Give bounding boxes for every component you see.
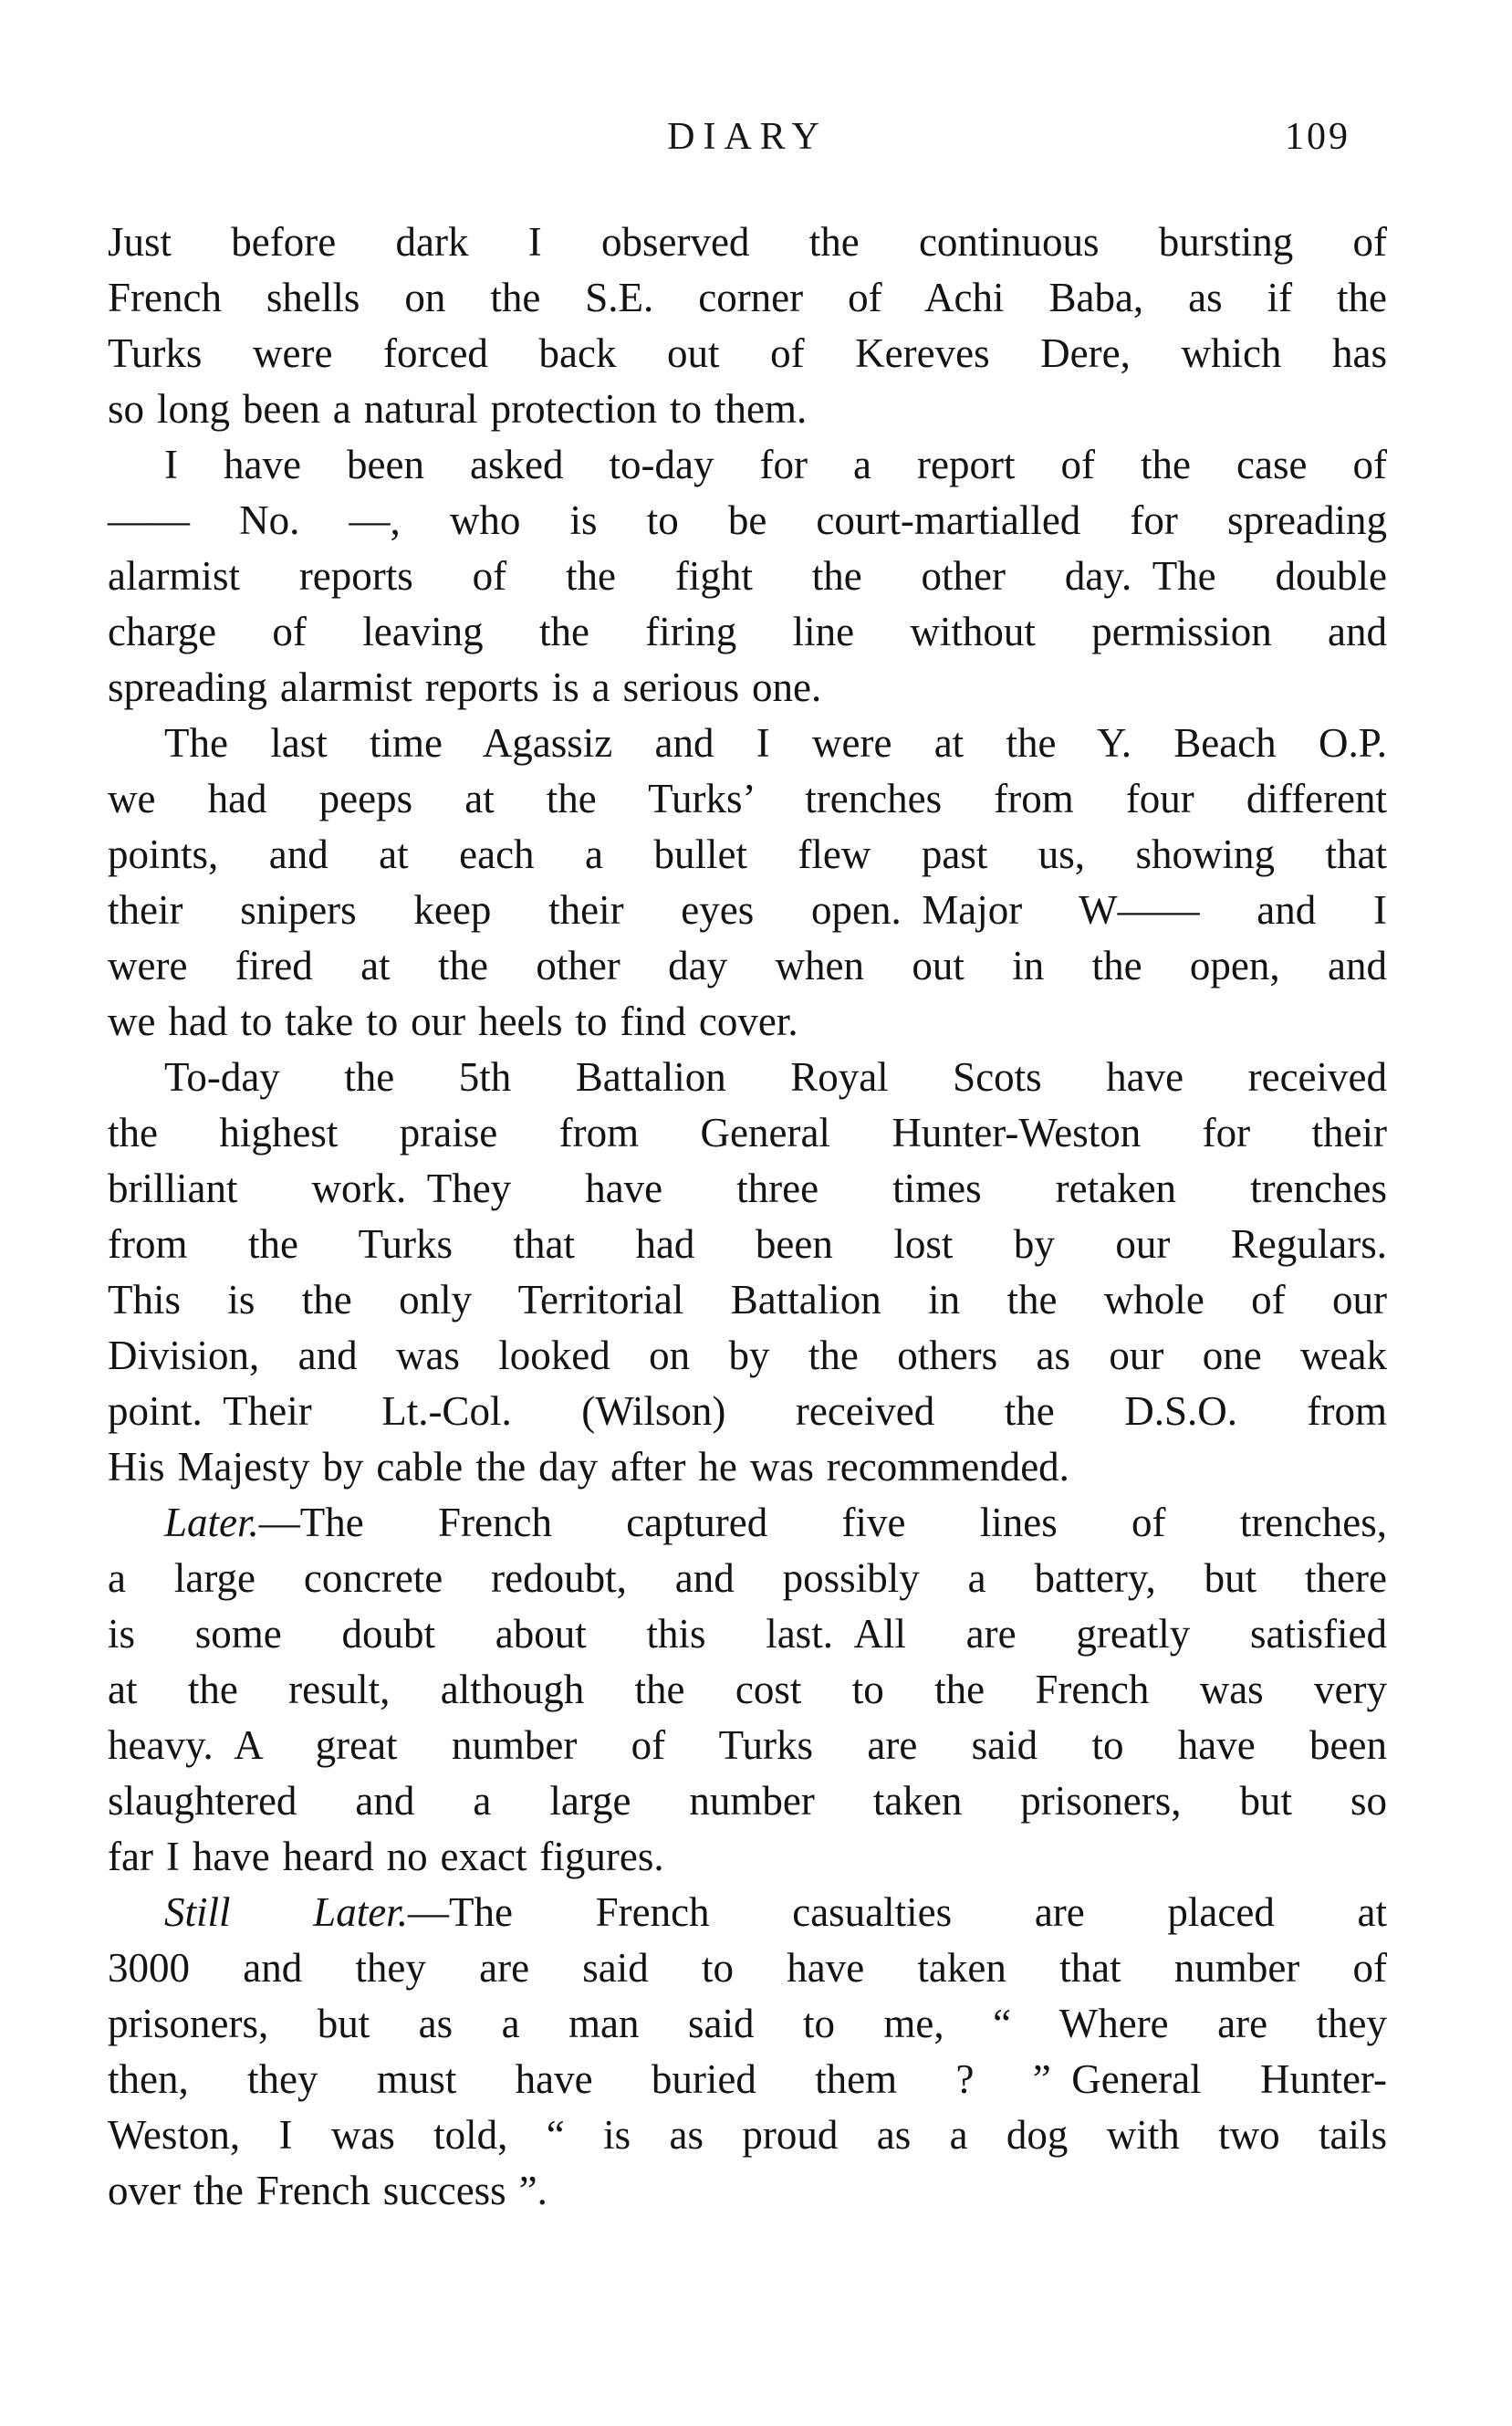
text-line: a large concrete redoubt, and possibly a battery, but there (108, 1555, 1387, 1601)
text-line: from the Turks that had been lost by our Regulars. (108, 1221, 1387, 1267)
italic-lead: Still Later. (164, 1889, 408, 1935)
text-line: point. Their Lt.-Col. (Wilson) received the D.S.O. from (108, 1388, 1387, 1434)
text-line: —— No. —, who is to be court-martialled for spreading (108, 497, 1387, 543)
text-line: prisoners, but as a man said to me, “ Where are they (108, 2001, 1387, 2046)
text-segment: —The French casualties are placed at (407, 1889, 1387, 1935)
text-line: over the French success ”. (108, 2168, 547, 2213)
text-line: then, they must have buried them ? ” General Hunter- (108, 2056, 1387, 2102)
text-line: His Majesty by cable the day after he was recommended. (108, 1444, 1069, 1490)
text-line: brilliant work. They have three times retaken trenches (108, 1166, 1387, 1211)
text-line: slaughtered and a large number taken prisoners, but so (108, 1778, 1387, 1824)
text-line: their snipers keep their eyes open. Major W—— and I (108, 887, 1387, 933)
text-line: Weston, I was told, “ is as proud as a dog with two tails (108, 2112, 1387, 2158)
paragraph (108, 214, 1387, 437)
running-head (108, 113, 1387, 161)
text-line (108, 1885, 1387, 1940)
text-line: points, and at each a bullet flew past us, showing that (108, 831, 1387, 877)
text-line: so long been a natural protection to them. (108, 386, 808, 432)
page-body (108, 214, 1387, 2219)
text-line: we had peeps at the Turks’ trenches from four different (108, 776, 1387, 821)
paragraph (108, 437, 1387, 716)
text-line: we had to take to our heels to find cover. (108, 999, 798, 1044)
text-line: spreading alarmist reports is a serious one. (108, 664, 822, 710)
text-line: heavy. A great number of Turks are said to have been (108, 1722, 1387, 1768)
text-line: were fired at the other day when out in the open, and (108, 943, 1387, 988)
text-line: Just before dark I observed the continuous bursting of (108, 219, 1387, 265)
text-line: at the result, although the cost to the French was very (108, 1667, 1387, 1712)
text-line: French shells on the S.E. corner of Achi Baba, as if the (108, 275, 1387, 320)
page-title: DIARY (667, 116, 828, 158)
paragraph (108, 1885, 1387, 2219)
text-line: the highest praise from General Hunter-Weston for their (108, 1110, 1387, 1155)
page-number: 109 (1285, 116, 1350, 158)
italic-lead: Later. (164, 1500, 259, 1545)
text-line: Turks were forced back out of Kereves Dere, which has (108, 330, 1387, 376)
text-line: I have been asked to-day for a report of the case of (164, 442, 1387, 487)
paragraph (108, 1050, 1387, 1495)
text-line (108, 1495, 1387, 1551)
text-line: The last time Agassiz and I were at the Y. Beach O.P. (164, 720, 1387, 766)
text-line: alarmist reports of the fight the other day. The double (108, 553, 1387, 599)
paragraph (108, 1495, 1387, 1885)
text-line: To-day the 5th Battalion Royal Scots have received (164, 1054, 1387, 1100)
text-line: far I have heard no exact figures. (108, 1834, 664, 1879)
paragraph (108, 716, 1387, 1050)
text-line: charge of leaving the firing line without permission and (108, 609, 1387, 654)
text-segment: —The French captured five lines of trenches, (258, 1500, 1387, 1545)
text-line: is some doubt about this last. All are greatly satisfied (108, 1611, 1387, 1657)
text-line: This is the only Territorial Battalion in the whole of our (108, 1277, 1387, 1323)
text-line: 3000 and they are said to have taken that number of (108, 1945, 1387, 1991)
text-line: Division, and was looked on by the others as our one weak (108, 1333, 1387, 1378)
